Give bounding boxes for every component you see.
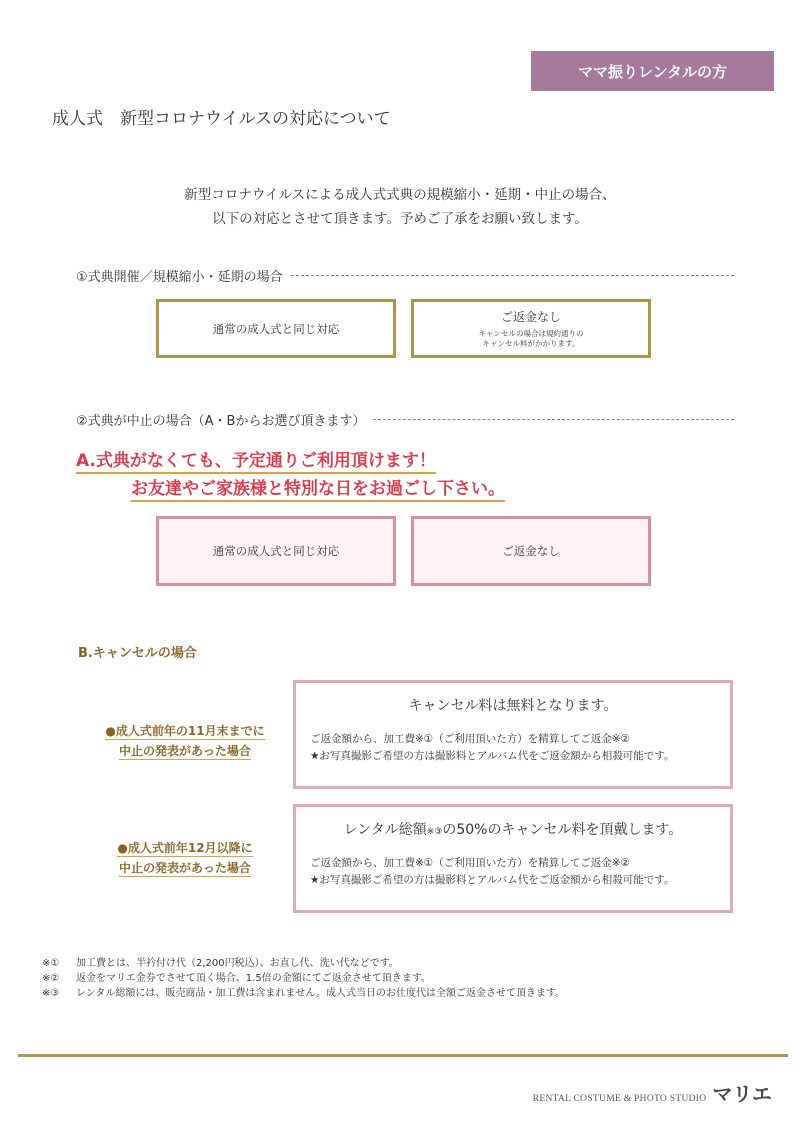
footnote-2-mark: ※② (42, 973, 60, 984)
footnote-1 (42, 956, 565, 971)
footer-rule (18, 1054, 788, 1057)
section2-heading-row (76, 410, 734, 429)
option-a-box-same (156, 516, 396, 586)
case1-box (293, 680, 733, 789)
option-a-box-same-label: 通常の成人式と同じ対応 (212, 544, 340, 558)
option-a-box-no-refund (411, 516, 651, 586)
footnote-3-mark: ※③ (42, 988, 60, 999)
option-a-box-no-refund-label: ご返金なし (502, 544, 560, 558)
case2-line-2: ★お写真撮影ご希望の方は撮影料とアルバム代をご返金額から相殺可能です。 (310, 874, 675, 886)
section1-no-refund-note (479, 329, 584, 349)
footer (533, 1078, 772, 1107)
footnote-3 (42, 986, 565, 1001)
case1-condition (90, 721, 280, 761)
section1-no-refund-title: ご返金なし (500, 310, 561, 324)
footnote-3-text: レンタル総額には、販売商品・加工費は含まれません。成人式当日のお仕度代は全額ご返金させて頂きます。 (76, 988, 566, 999)
footnote-1-text: 加工費とは、半衿付け代（2,200円税込）、お直し代、洗い代などです。 (76, 958, 399, 969)
case2-headline-a: レンタル総額 (343, 822, 427, 838)
option-a-headline-2-wrap (131, 474, 505, 499)
option-a-headline-1-wrap (76, 446, 436, 471)
option-a-headline-1: A.式典がなくても、予定通りご利用頂けます！ (76, 451, 436, 474)
footer-tagline: RENTAL COSTUME & PHOTO STUDIO (532, 1094, 707, 1104)
case2-headline (310, 819, 716, 839)
case1-line-1: ご返金額から、加工費※①（ご利用頂いた方）を精算してご返金※② (310, 733, 630, 745)
footnote-2 (42, 971, 565, 986)
section1-box-no-refund (411, 299, 651, 358)
option-a-headline-2: お友達やご家族様と特別な日をお過ごし下さい。 (131, 479, 505, 502)
page-title: 成人式 新型コロナウイルスの対応について (52, 109, 391, 129)
dashed-divider (291, 275, 734, 276)
section1-heading-row (76, 266, 734, 285)
case1-headline: キャンセル料は無料となります。 (408, 698, 618, 714)
section1-box-same (156, 299, 396, 358)
dashed-divider (373, 419, 734, 420)
section1-note-line-1: キャンセルの場合は規約通りの (478, 329, 584, 338)
case2-line-1: ご返金額から、加工費※①（ご利用頂いた方）を精算してご返金※② (310, 857, 630, 869)
case2-box (293, 804, 733, 913)
case2-headline-b: の50%のキャンセル料を頂戴します。 (442, 822, 683, 838)
audience-badge: ママ振りレンタルの方 (531, 51, 774, 91)
section1-box-same-label: 通常の成人式と同じ対応 (212, 321, 340, 336)
section1-heading: ①式典開催／規模縮小・延期の場合 (76, 270, 283, 285)
case1-line-2: ★お写真撮影ご希望の方は撮影料とアルバム代をご返金額から相殺可能です。 (310, 750, 675, 762)
option-b-title: B.キャンセルの場合 (78, 646, 197, 661)
intro-line-1: 新型コロナウイルスによる成人式式典の規模縮小・延期・中止の場合、 (184, 187, 616, 203)
case2-condition (90, 838, 280, 878)
section1-note-line-2: キャンセル料がかかります。 (482, 339, 580, 348)
case1-condition-line-1: ●成人式前年の11月末までに (105, 724, 265, 738)
case2-condition-line-1: ●成人式前年12月以降に (117, 841, 253, 855)
footnotes (42, 956, 565, 1001)
footnote-2-text: 返金をマリエ金券でさせて頂く場合、1.5倍の金額にてご返金させて頂きます。 (76, 973, 431, 984)
intro-text (0, 183, 800, 231)
case1-condition-line-2: 中止の発表があった場合 (119, 744, 251, 758)
brand-logo: マリエ (712, 1082, 772, 1106)
intro-line-2: 以下の対応とさせて頂きます。予めご了承をお願い致します。 (212, 211, 588, 227)
footnote-1-mark: ※① (42, 958, 60, 969)
section2-heading: ②式典が中止の場合（A・Bからお選び頂きます） (76, 414, 366, 429)
case2-condition-line-2: 中止の発表があった場合 (119, 861, 251, 875)
case2-headline-ref: ※③ (426, 827, 443, 837)
